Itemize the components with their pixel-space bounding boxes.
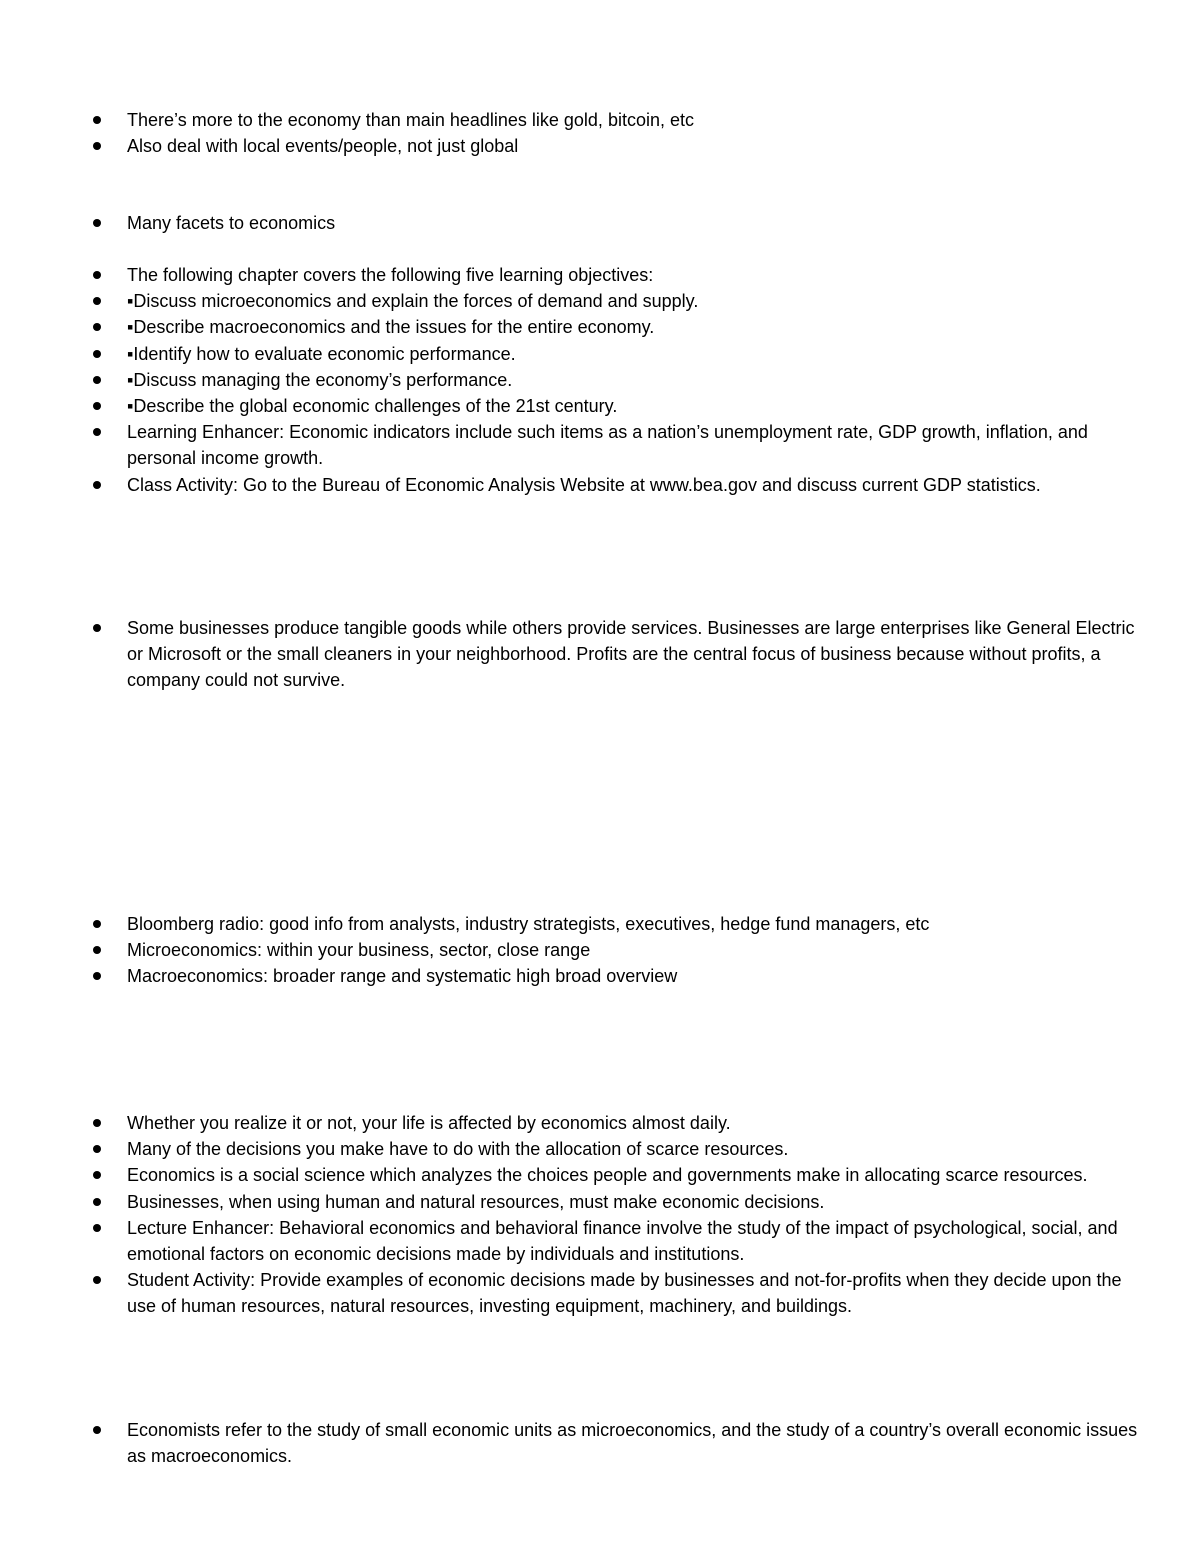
- list-item: Economics is a social science which analyzes the choices people and governments make in allocating scarce resources.: [0, 1162, 1200, 1188]
- list-item: Student Activity: Provide examples of economic decisions made by businesses and not-for-profits when they decide upon the use of human resources, natural resources, investing equipment, machinery, and buildings.: [0, 1267, 1200, 1319]
- bullet-icon: [93, 624, 101, 632]
- list-item: ▪Describe the global economic challenges of the 21st century.: [0, 393, 1200, 419]
- list-item: There’s more to the economy than main headlines like gold, bitcoin, etc: [0, 107, 1200, 133]
- bullet-icon: [93, 481, 101, 489]
- bullet-icon: [93, 142, 101, 150]
- bullet-icon: [93, 1198, 101, 1206]
- bullet-icon: [93, 116, 101, 124]
- bullet-list-economics: [0, 1110, 1200, 1320]
- list-item: ▪Describe macroeconomics and the issues for the entire economy.: [0, 314, 1200, 340]
- bullet-icon: [93, 402, 101, 410]
- bullet-icon: [93, 376, 101, 384]
- list-item: ▪Discuss microeconomics and explain the forces of demand and supply.: [0, 288, 1200, 314]
- list-item: Microeconomics: within your business, sector, close range: [0, 937, 1200, 963]
- list-item: Macroeconomics: broader range and systematic high broad overview: [0, 963, 1200, 989]
- list-item: Whether you realize it or not, your life is affected by economics almost daily.: [0, 1110, 1200, 1136]
- bullet-icon: [93, 350, 101, 358]
- list-item: Lecture Enhancer: Behavioral economics and behavioral finance involve the study of the impact of psychological, social, and emotional factors on economic decisions made by individuals and institutions.: [0, 1215, 1200, 1267]
- bullet-icon: [93, 1224, 101, 1232]
- list-item: Many facets to economics: [0, 210, 1200, 236]
- list-item: Businesses, when using human and natural resources, must make economic decisions.: [0, 1189, 1200, 1215]
- bullet-icon: [93, 1119, 101, 1127]
- bullet-icon: [93, 271, 101, 279]
- bullet-icon: [93, 946, 101, 954]
- bullet-icon: [93, 323, 101, 331]
- bullet-icon: [93, 219, 101, 227]
- bullet-list-facets: [0, 210, 1200, 236]
- list-item: Economists refer to the study of small economic units as microeconomics, and the study of a country’s overall economic issues as macroeconomics.: [0, 1417, 1200, 1469]
- bullet-list-economists: [0, 1417, 1200, 1469]
- bullet-icon: [93, 1276, 101, 1284]
- list-item: Class Activity: Go to the Bureau of Economic Analysis Website at www.bea.gov and discuss current GDP statistics.: [0, 472, 1200, 498]
- list-item: Many of the decisions you make have to do with the allocation of scarce resources.: [0, 1136, 1200, 1162]
- bullet-icon: [93, 297, 101, 305]
- list-item: Also deal with local events/people, not just global: [0, 133, 1200, 159]
- list-item: ▪Identify how to evaluate economic performance.: [0, 341, 1200, 367]
- list-item: Some businesses produce tangible goods while others provide services. Businesses are large enterprises like General Electric or Microsoft or the small cleaners in your neighborhood. Profits are the central focus of business because without profits, a company could not survive.: [0, 615, 1200, 694]
- bullet-list-headlines: [0, 107, 1200, 159]
- bullet-list-bloomberg: [0, 911, 1200, 990]
- list-item: The following chapter covers the following five learning objectives:: [0, 262, 1200, 288]
- bullet-icon: [93, 428, 101, 436]
- bullet-list-businesses: [0, 615, 1200, 694]
- bullet-icon: [93, 920, 101, 928]
- list-item: ▪Discuss managing the economy’s performance.: [0, 367, 1200, 393]
- list-item: Learning Enhancer: Economic indicators include such items as a nation’s unemployment rate, GDP growth, inflation, and personal income growth.: [0, 419, 1200, 471]
- bullet-icon: [93, 1171, 101, 1179]
- bullet-icon: [93, 1426, 101, 1434]
- bullet-icon: [93, 972, 101, 980]
- bullet-list-objectives: [0, 262, 1200, 498]
- list-item: Bloomberg radio: good info from analysts, industry strategists, executives, hedge fund managers, etc: [0, 911, 1200, 937]
- bullet-icon: [93, 1145, 101, 1153]
